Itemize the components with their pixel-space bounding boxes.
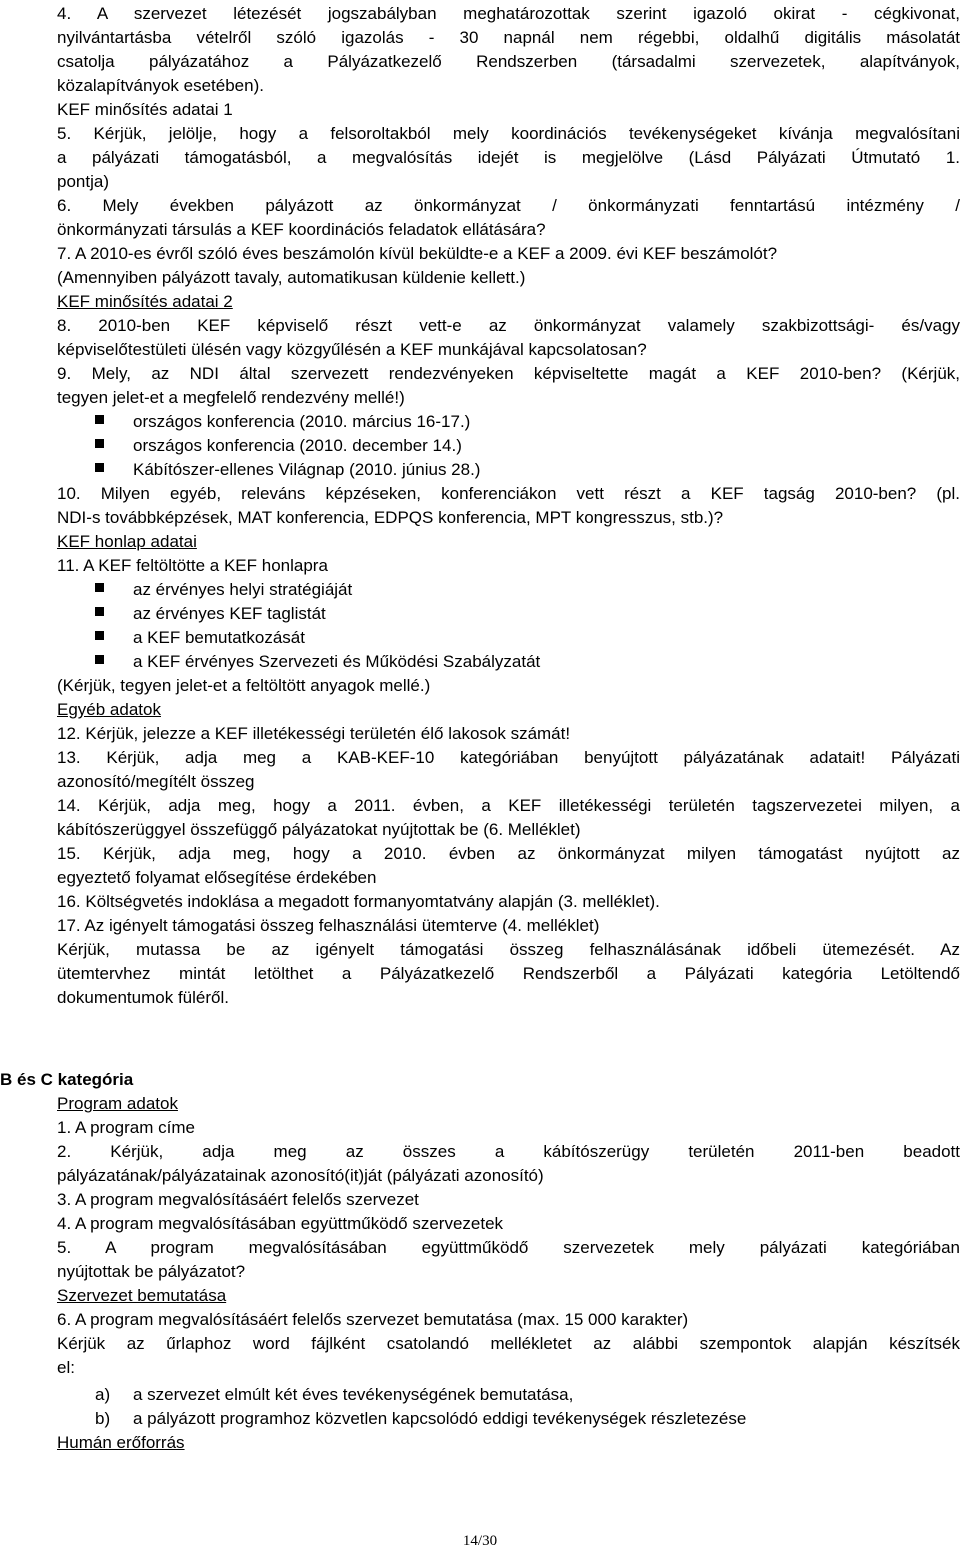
square-bullet-icon xyxy=(95,439,104,448)
paragraph-line: 9. Mely, az NDI által szervezett rendezvényeken képviseltette magát a KEF 2010-ben? (Kérjük, xyxy=(57,364,960,383)
list-item: a KEF érvényes Szervezeti és Működési Szabályzatát xyxy=(133,652,541,671)
paragraph-line: 6. A program megvalósításáért felelős szervezet bemutatása (max. 15 000 karakter) xyxy=(57,1310,689,1329)
paragraph-line: Kérjük, mutassa be az igényelt támogatási összeg felhasználásának időbeli ütemezését. Az xyxy=(57,940,960,959)
paragraph-line: Kérjük az űrlaphoz word fájlként csatolandó mellékletet az alábbi szempontok alapján készítsék xyxy=(57,1334,960,1353)
enum-item: a pályázott programhoz közvetlen kapcsolódó eddigi tevékenységek részletezése xyxy=(133,1409,747,1428)
paragraph-line: 14. Kérjük, adja meg, hogy a 2011. évben, a KEF illetékességi területén tagszervezetei milyen, a xyxy=(57,796,960,815)
square-bullet-icon xyxy=(95,607,104,616)
list-item: országos konferencia (2010. december 14.) xyxy=(133,436,462,455)
square-bullet-icon xyxy=(95,415,104,424)
paragraph-line: 5. Kérjük, jelölje, hogy a felsoroltakból mely koordinációs tevékenységeket kívánja megvalósítani xyxy=(57,124,960,143)
paragraph-line: 15. Kérjük, adja meg, hogy a 2010. évben az önkormányzat milyen támogatást nyújtott az xyxy=(57,844,960,863)
paragraph-line: képviselőtestületi ülésén vagy közgyűlésén a KEF munkájával kapcsolatosan? xyxy=(57,340,647,359)
paragraph-line: a pályázati támogatásból, a megvalósítás idejét is megjelölve (Lásd Pályázati Útmutató 1. xyxy=(57,148,960,167)
paragraph-line: 16. Költségvetés indoklása a megadott formanyomtatvány alapján (3. melléklet). xyxy=(57,892,660,911)
section-link-human[interactable]: Humán erőforrás xyxy=(57,1433,185,1452)
paragraph-line: 4. A szervezet létezését jogszabályban meghatározottak szerint igazoló okirat - cégkivonat, xyxy=(57,4,960,23)
paragraph-line: azonosító/megítélt összeg xyxy=(57,772,255,791)
section-link-egyeb[interactable]: Egyéb adatok xyxy=(57,700,161,719)
paragraph-line: 7. A 2010-es évről szóló éves beszámolón kívül beküldte-e a KEF a 2009. évi KEF beszámolót? xyxy=(57,244,778,263)
paragraph-line: NDI-s továbbképzések, MAT konferencia, EDPQS konferencia, MPT kongresszus, stb.)? xyxy=(57,508,724,527)
paragraph-line: pályázatának/pályázatainak azonosító(it)ját (pályázati azonosító) xyxy=(57,1166,544,1185)
list-item: Kábítószer-ellenes Világnap (2010. június 28.) xyxy=(133,460,481,479)
paragraph-line: nyújtottak be pályázatot? xyxy=(57,1262,246,1281)
paragraph-line: önkormányzati társulás a KEF koordinációs feladatok ellátására? xyxy=(57,220,546,239)
square-bullet-icon xyxy=(95,655,104,664)
paragraph-line: 2. Kérjük, adja meg az összes a kábítószerügy területén 2011-ben beadott xyxy=(57,1142,960,1161)
list-item: a KEF bemutatkozását xyxy=(133,628,305,647)
paragraph-line: tegyen jelet-et a megfelelő rendezvény mellé!) xyxy=(57,388,405,407)
section-link-szervezet[interactable]: Szervezet bemutatása xyxy=(57,1286,227,1305)
paragraph-line: 13. Kérjük, adja meg a KAB-KEF-10 kategóriában benyújtott pályázatának adatait! Pályázati xyxy=(57,748,960,767)
paragraph-line: 12. Kérjük, jelezze a KEF illetékességi területén élő lakosok számát! xyxy=(57,724,571,743)
paragraph-line: csatolja pályázatához a Pályázatkezelő Rendszerben (társadalmi szervezetek, alapítványok, xyxy=(57,52,960,71)
paragraph-line: nyilvántartásba vételről szóló igazolás - 30 napnál nem régebbi, oldalhű digitális másolatát xyxy=(57,28,960,47)
square-bullet-icon xyxy=(95,583,104,592)
paragraph-line: 5. A program megvalósításában együttműködő szervezetek mely pályázati kategóriában xyxy=(57,1238,960,1257)
section-label-kef-1: KEF minősítés adatai 1 xyxy=(57,100,233,119)
paragraph-line: 10. Milyen egyéb, releváns képzéseken, konferenciákon vett részt a KEF tagság 2010-ben? (pl. xyxy=(57,484,960,503)
paragraph-line: 8. 2010-ben KEF képviselő részt vett-e az önkormányzat valamely szakbizottsági- és/vagy xyxy=(57,316,960,335)
section-link-kef-honlap[interactable]: KEF honlap adatai xyxy=(57,532,197,551)
paragraph-line: (Amennyiben pályázott tavaly, automatikusan küldenie kellett.) xyxy=(57,268,526,287)
paragraph-line: 1. A program címe xyxy=(57,1118,195,1137)
section-heading: B és C kategória xyxy=(0,1070,134,1089)
paragraph-line: kábítószerüggyel összefüggő pályázatokat nyújtottak be (6. Melléklet) xyxy=(57,820,581,839)
paragraph-line: 6. Mely években pályázott az önkormányzat / önkormányzati fenntartású intézmény / xyxy=(57,196,960,215)
section-link-program[interactable]: Program adatok xyxy=(57,1094,178,1113)
paragraph-line: 11. A KEF feltöltötte a KEF honlapra xyxy=(57,556,328,575)
enum-letter: a) xyxy=(95,1385,111,1404)
paragraph-line: 4. A program megvalósításában együttműködő szervezetek xyxy=(57,1214,504,1233)
paragraph-line: 17. Az igényelt támogatási összeg felhasználási ütemterve (4. melléklet) xyxy=(57,916,600,935)
section-link-kef-2[interactable]: KEF minősítés adatai 2 xyxy=(57,292,233,311)
paragraph-line: dokumentumok füléről. xyxy=(57,988,229,1007)
list-item: országos konferencia (2010. március 16-17.) xyxy=(133,412,471,431)
square-bullet-icon xyxy=(95,631,104,640)
paragraph-line: pontja) xyxy=(57,172,109,191)
enum-item: a szervezet elmúlt két éves tevékenységének bemutatása, xyxy=(133,1385,574,1404)
list-item: az érvényes KEF taglistát xyxy=(133,604,326,623)
enum-letter: b) xyxy=(95,1409,111,1428)
paragraph-line: (Kérjük, tegyen jelet-et a feltöltött anyagok mellé.) xyxy=(57,676,431,695)
list-item: az érvényes helyi stratégiáját xyxy=(133,580,353,599)
page-number: 14/30 xyxy=(462,1533,498,1549)
square-bullet-icon xyxy=(95,463,104,472)
paragraph-line: el: xyxy=(57,1358,75,1377)
paragraph-line: ütemtervhez mintát letölthet a Pályázatkezelő Rendszerből a Pályázati kategória Letöltendő xyxy=(57,964,960,983)
paragraph-line: közalapítványok esetében). xyxy=(57,76,264,95)
paragraph-line: egyeztető folyamat elősegítése érdekében xyxy=(57,868,377,887)
paragraph-line: 3. A program megvalósításáért felelős szervezet xyxy=(57,1190,419,1209)
